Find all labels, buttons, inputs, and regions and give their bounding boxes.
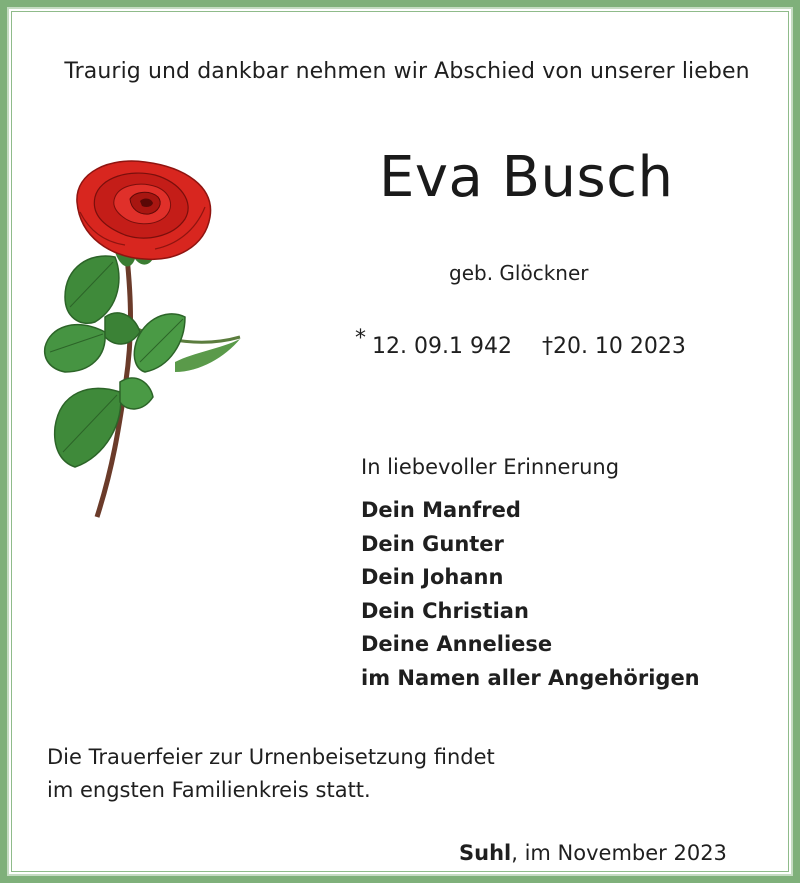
memory-line: In liebevoller Erinnerung — [361, 455, 620, 479]
birth-date: 12. 09.1 942 — [372, 334, 512, 359]
deceased-name: Eva Busch — [379, 145, 674, 210]
birth-star-icon: * — [355, 326, 366, 351]
place-month: , im November 2023 — [511, 841, 727, 865]
maiden-name: geb. Glöckner — [449, 261, 589, 285]
ceremony-line: Die Trauerfeier zur Urnenbeisetzung findet — [47, 745, 495, 769]
place-date — [459, 841, 727, 865]
life-dates — [355, 326, 686, 359]
death-cross-icon: † — [541, 334, 553, 359]
signer-item: im Namen aller Angehörigen — [361, 665, 700, 690]
intro-text: Traurig und dankbar nehmen wir Abschied von unserer lieben — [64, 59, 750, 84]
death-date: 20. 10 2023 — [552, 334, 686, 359]
signer-item: Deine Anneliese — [361, 632, 553, 656]
signer-item: Dein Manfred — [361, 498, 521, 522]
signer-item: Dein Christian — [361, 598, 529, 623]
signer-item: Dein Johann — [361, 565, 504, 589]
place-city: Suhl — [459, 841, 512, 865]
rose-icon — [35, 157, 250, 527]
ceremony-note — [47, 741, 495, 807]
signer-item: Dein Gunter — [361, 531, 504, 556]
signer-list — [361, 494, 700, 695]
ceremony-line: im engsten Familienkreis statt. — [47, 778, 371, 802]
